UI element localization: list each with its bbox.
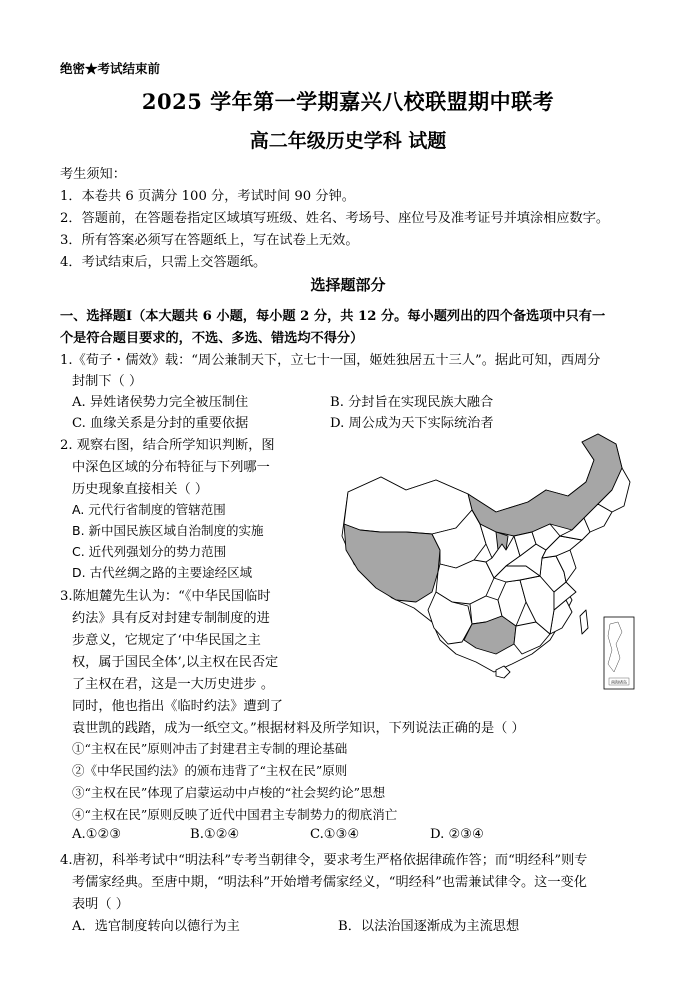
- option-a: A.①②③: [72, 827, 122, 842]
- question-stem: 历史现象直接相关（ ）: [72, 482, 209, 497]
- question-stem: 封制下（ ）: [72, 374, 143, 389]
- notice-item: 1．本卷共 6 页满分 100 分，考试时间 90 分钟。: [60, 189, 355, 204]
- question-stem: 权，属于国民全体’,以主权在民否定: [72, 655, 279, 670]
- option-a: A. 异姓诸侯势力完全被压制住: [72, 395, 249, 410]
- option-d: D. ②③④: [430, 827, 484, 842]
- section-instruction: 个是符合题目要求的，不选、多选、错选均不得分）: [60, 331, 364, 346]
- option-c: C.①③④: [310, 827, 360, 842]
- secret-label: 绝密★考试结束前: [60, 61, 161, 76]
- option-b: B. 分封旨在实现民族大融合: [330, 395, 494, 410]
- map-inset-south-china-sea: [604, 617, 634, 689]
- question-stem: 袁世凯的践踏，成为一纸空文。”根据材料及所学知识，下列说法正确的是（ ）: [72, 721, 525, 736]
- question-stem: 3.陈旭麓先生认为：“《中华民国临时: [60, 589, 271, 604]
- question-stem: 约法》具有反对封建专制制度的进: [72, 611, 270, 626]
- statement-3: ③“主权在民”体现了启蒙运动中卢梭的“社会契约论”思想: [72, 785, 386, 800]
- option-a: A. 元代行省制度的管辖范围: [72, 502, 226, 517]
- option-b: B．以法治国逐渐成为主流思想: [338, 919, 520, 934]
- question-stem: 表明（ ）: [72, 897, 129, 912]
- question-stem: 步意义，它规定了‘中华民国之主: [72, 633, 261, 648]
- option-b: B.①②④: [190, 827, 240, 842]
- notice-item: 3．所有答案必须写在答题纸上，写在试卷上无效。: [60, 233, 359, 248]
- section-instruction: 一、选择题Ⅰ（本大题共 6 小题，每小题 2 分，共 12 分。每小题列出的四个备选项中只有一: [60, 309, 606, 324]
- statement-1: ①“主权在民”原则冲击了封建君主专制的理论基础: [72, 741, 348, 756]
- china-map: [336, 432, 636, 692]
- exam-subtitle: 高二年级历史学科 试题: [249, 130, 447, 152]
- notice-item: 2．答题前，在答题卷指定区域填写班级、姓名、考场号、座位号及准考证号并填涂相应数字。: [60, 211, 610, 226]
- question-stem: 4.唐初，科举考试中“明法科”专考当朝律令，要求考生严格依据律疏作答；而“明经科”则专: [60, 853, 588, 868]
- notice-heading: 考生须知：: [60, 167, 126, 182]
- section-heading: 选择题部分: [310, 276, 386, 294]
- option-a: A．选官制度转向以德行为主: [72, 919, 240, 934]
- map-region-tibet: [344, 524, 440, 602]
- option-d: D. 古代丝绸之路的主要途经区域: [72, 565, 253, 580]
- exam-title: 2025 学年第一学期嘉兴八校联盟期中联考: [141, 89, 555, 114]
- map-inset-label: 南海诸岛: [611, 679, 627, 685]
- option-c: C. 近代列强划分的势力范围: [72, 544, 227, 559]
- option-d: D. 周公成为天下实际统治者: [330, 416, 494, 431]
- map-region-taiwan: [580, 610, 588, 634]
- question-stem: 了主权在君，这是一大历史进步 。: [72, 677, 275, 692]
- question-stem: 1.《荀子・儒效》载：“周公兼制天下，立七十一国，姬姓独居五十三人”。据此可知，西周分: [60, 353, 601, 368]
- statement-2: ②《中华民国约法》的颁布违背了“主权在民”原则: [72, 763, 348, 778]
- option-c: C. 血缘关系是分封的重要依据: [72, 416, 249, 431]
- question-stem: 中深色区域的分布特征与下列哪一: [72, 460, 270, 475]
- option-b: B. 新中国民族区域自治制度的实施: [72, 523, 264, 538]
- question-stem: 2. 观察右图，结合所学知识判断，图: [60, 438, 275, 453]
- statement-4: ④“主权在民”原则反映了近代中国君主专制势力的彻底消亡: [72, 807, 398, 822]
- question-stem: 同时，他也指出《临时约法》遭到了: [72, 699, 283, 714]
- notice-item: 4．考试结束后，只需上交答题纸。: [60, 255, 267, 270]
- map-region-xinjiang: [344, 477, 472, 534]
- question-stem: 考儒家经典。至唐中期，“明法科”开始增考儒家经义，“明经科”也需兼试律令。这一变化: [72, 875, 587, 890]
